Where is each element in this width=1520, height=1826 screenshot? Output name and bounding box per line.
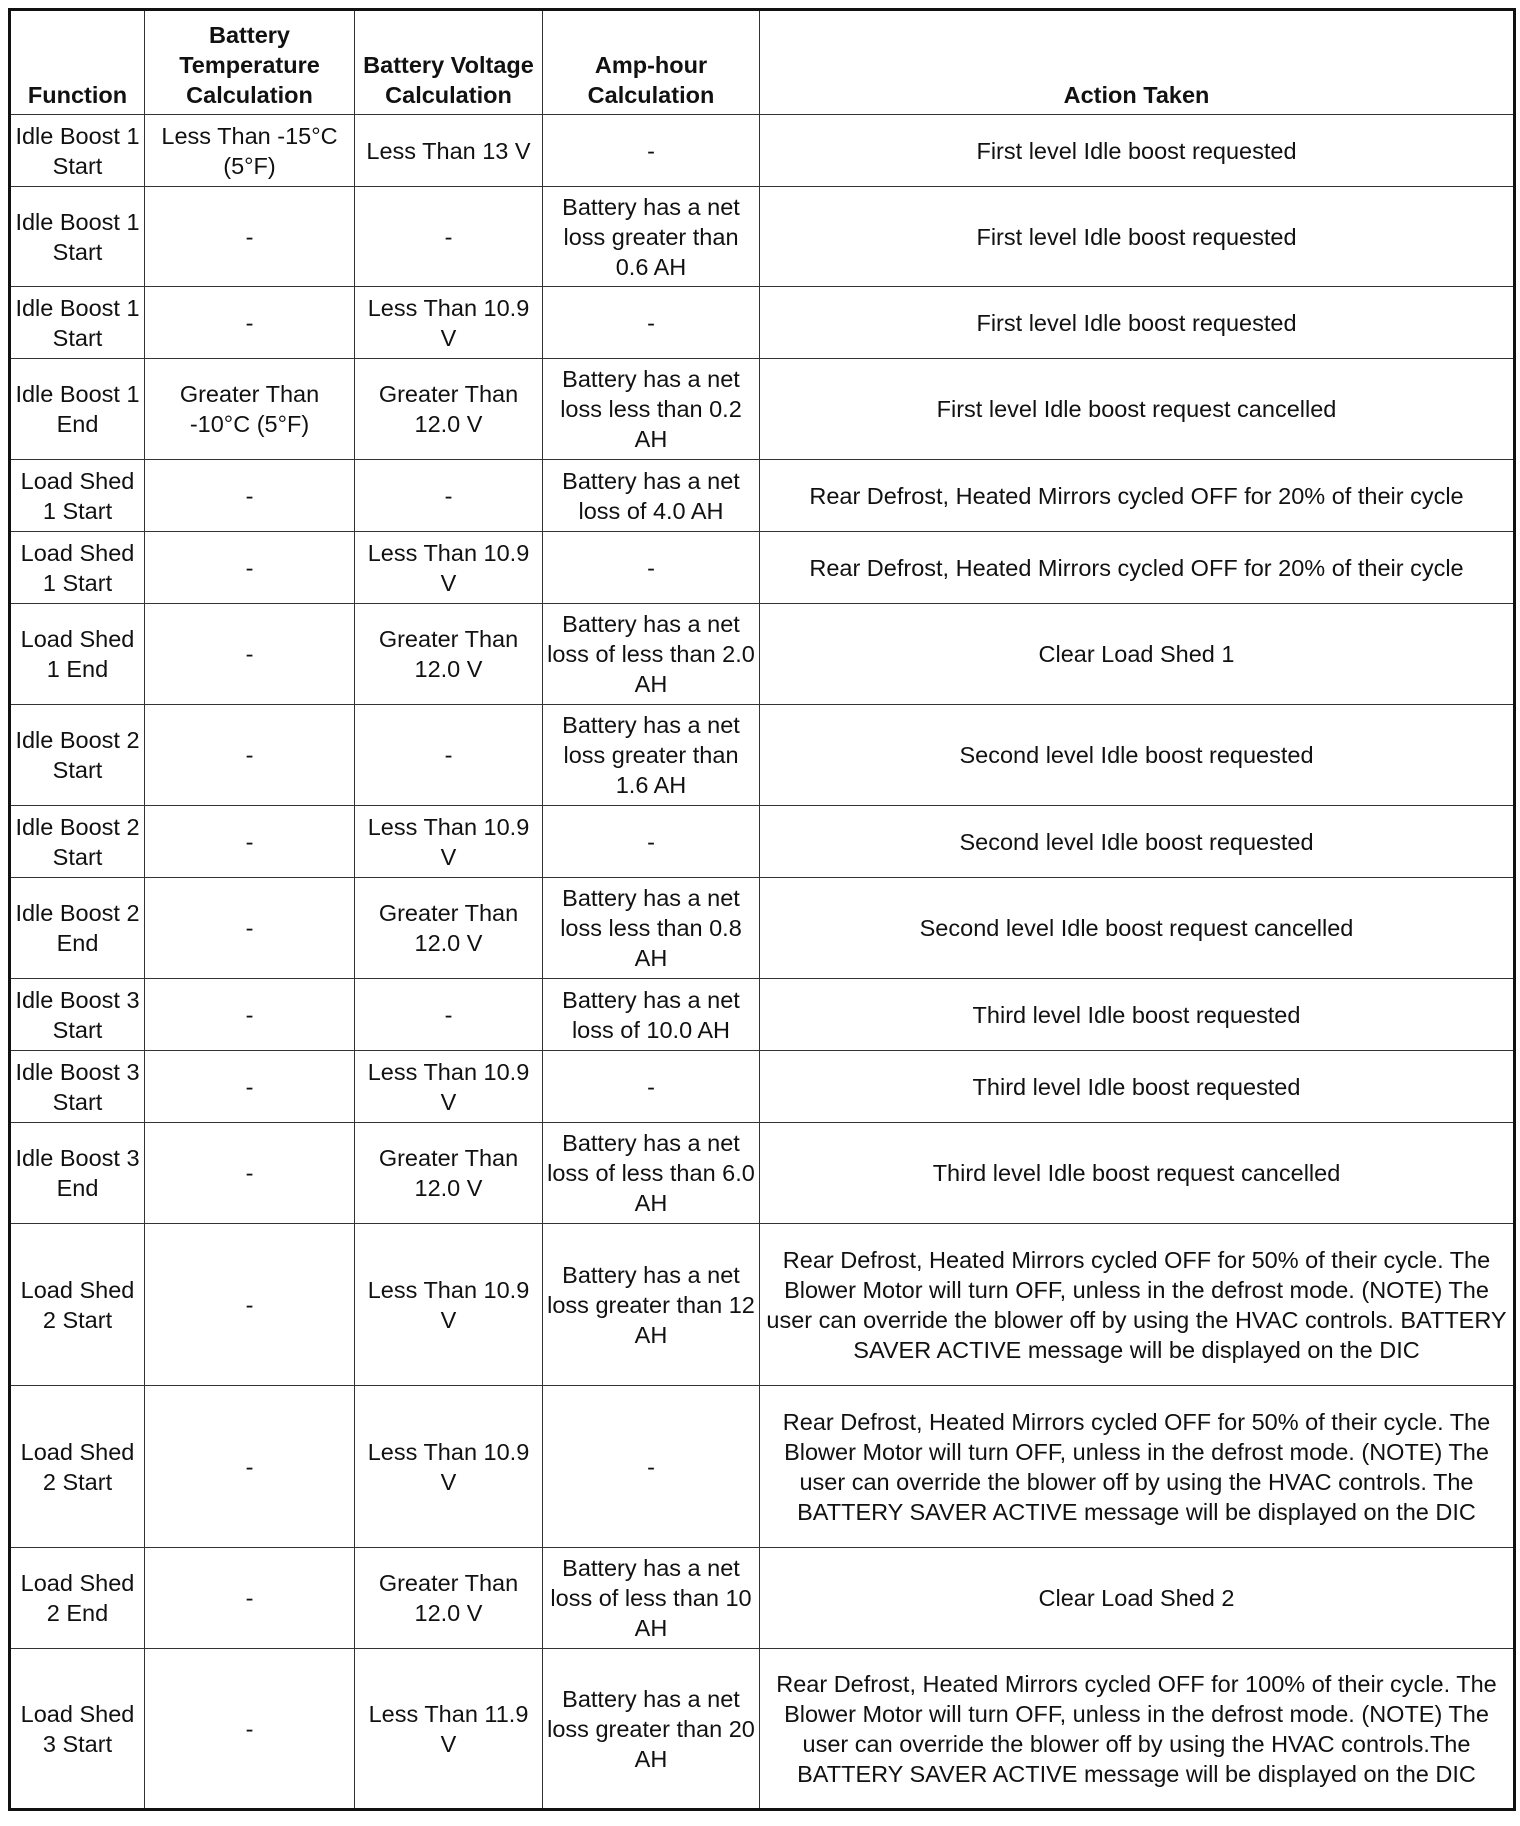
battery-temperature-cell: -	[145, 1051, 355, 1123]
battery-voltage-cell: Greater Than 12.0 V	[355, 878, 543, 979]
function-cell: Load Shed 1 Start	[10, 532, 145, 604]
battery-temperature-cell: -	[145, 604, 355, 705]
action-taken-cell: Clear Load Shed 2	[760, 1548, 1515, 1649]
function-cell: Load Shed 1 End	[10, 604, 145, 705]
amp-hour-cell: Battery has a net loss of 4.0 AH	[543, 460, 760, 532]
battery-voltage-cell: -	[355, 979, 543, 1051]
function-cell: Idle Boost 1 End	[10, 359, 145, 460]
action-taken-cell: Rear Defrost, Heated Mirrors cycled OFF for 50% of their cycle. The Blower Motor will turn OFF, unless in the defrost mode. (NOTE) The user can override the blower off by using the HVAC controls. The BATTERY SAVER ACTIVE message will be displayed on the DIC	[760, 1386, 1515, 1548]
table-row	[10, 1051, 1515, 1123]
battery-voltage-cell: Greater Than 12.0 V	[355, 1548, 543, 1649]
amp-hour-cell: Battery has a net loss greater than 20 AH	[543, 1649, 760, 1810]
function-cell: Load Shed 1 Start	[10, 460, 145, 532]
amp-hour-cell: -	[543, 1051, 760, 1123]
function-cell: Idle Boost 3 Start	[10, 979, 145, 1051]
action-taken-cell: Rear Defrost, Heated Mirrors cycled OFF for 20% of their cycle	[760, 532, 1515, 604]
battery-voltage-cell: Less Than 10.9 V	[355, 1051, 543, 1123]
amp-hour-cell: Battery has a net loss less than 0.8 AH	[543, 878, 760, 979]
battery-voltage-cell: Greater Than 12.0 V	[355, 1123, 543, 1224]
action-taken-cell: Rear Defrost, Heated Mirrors cycled OFF for 20% of their cycle	[760, 460, 1515, 532]
battery-temperature-cell: -	[145, 878, 355, 979]
battery-temperature-cell: -	[145, 1548, 355, 1649]
header-row	[10, 10, 1515, 115]
amp-hour-cell: Battery has a net loss greater than 1.6 AH	[543, 705, 760, 806]
battery-temperature-cell: Greater Than -10°C (5°F)	[145, 359, 355, 460]
amp-hour-cell: -	[543, 1386, 760, 1548]
table-row	[10, 1123, 1515, 1224]
action-taken-cell: Second level Idle boost request cancelled	[760, 878, 1515, 979]
battery-temperature-cell: -	[145, 1386, 355, 1548]
battery-voltage-cell: Greater Than 12.0 V	[355, 359, 543, 460]
function-cell: Idle Boost 2 End	[10, 878, 145, 979]
battery-temperature-cell: Less Than -15°C (5°F)	[145, 115, 355, 187]
amp-hour-cell: Battery has a net loss of less than 2.0 AH	[543, 604, 760, 705]
action-taken-cell: Second level Idle boost requested	[760, 705, 1515, 806]
function-cell: Load Shed 3 Start	[10, 1649, 145, 1810]
table-row	[10, 878, 1515, 979]
action-taken-cell: Third level Idle boost requested	[760, 979, 1515, 1051]
battery-temperature-cell: -	[145, 806, 355, 878]
function-cell: Load Shed 2 End	[10, 1548, 145, 1649]
table-row	[10, 806, 1515, 878]
amp-hour-cell: Battery has a net loss greater than 12 AH	[543, 1224, 760, 1386]
amp-hour-cell: Battery has a net loss greater than 0.6 AH	[543, 187, 760, 287]
action-taken-cell: First level Idle boost requested	[760, 115, 1515, 187]
table-row	[10, 705, 1515, 806]
header-action-taken: Action Taken	[760, 10, 1515, 115]
battery-temperature-cell: -	[145, 979, 355, 1051]
table-row	[10, 460, 1515, 532]
function-cell: Idle Boost 3 Start	[10, 1051, 145, 1123]
amp-hour-cell: Battery has a net loss of less than 10 AH	[543, 1548, 760, 1649]
table-body	[10, 115, 1515, 1810]
function-cell: Load Shed 2 Start	[10, 1224, 145, 1386]
table-row	[10, 1386, 1515, 1548]
battery-temperature-cell: -	[145, 187, 355, 287]
action-taken-cell: Clear Load Shed 1	[760, 604, 1515, 705]
amp-hour-cell: Battery has a net loss less than 0.2 AH	[543, 359, 760, 460]
amp-hour-cell: Battery has a net loss of less than 6.0 AH	[543, 1123, 760, 1224]
battery-temperature-cell: -	[145, 705, 355, 806]
action-taken-cell: Rear Defrost, Heated Mirrors cycled OFF for 50% of their cycle. The Blower Motor will turn OFF, unless in the defrost mode. (NOTE) The user can override the blower off by using the HVAC controls. BATTERY SAVER ACTIVE message will be displayed on the DIC	[760, 1224, 1515, 1386]
function-cell: Idle Boost 1 Start	[10, 187, 145, 287]
amp-hour-cell: -	[543, 115, 760, 187]
table-row	[10, 359, 1515, 460]
header-battery-temperature: Battery Temperature Calculation	[145, 10, 355, 115]
header-function: Function	[10, 10, 145, 115]
action-taken-cell: First level Idle boost requested	[760, 187, 1515, 287]
table-row	[10, 287, 1515, 359]
battery-voltage-cell: -	[355, 187, 543, 287]
battery-temperature-cell: -	[145, 1649, 355, 1810]
table-row	[10, 979, 1515, 1051]
function-cell: Load Shed 2 Start	[10, 1386, 145, 1548]
amp-hour-cell: -	[543, 806, 760, 878]
action-taken-cell: Third level Idle boost request cancelled	[760, 1123, 1515, 1224]
battery-voltage-cell: Less Than 10.9 V	[355, 532, 543, 604]
table-row	[10, 187, 1515, 287]
battery-voltage-cell: Less Than 10.9 V	[355, 806, 543, 878]
battery-temperature-cell: -	[145, 1224, 355, 1386]
table-row	[10, 604, 1515, 705]
amp-hour-cell: -	[543, 532, 760, 604]
function-cell: Idle Boost 1 Start	[10, 287, 145, 359]
function-cell: Idle Boost 3 End	[10, 1123, 145, 1224]
amp-hour-cell: -	[543, 287, 760, 359]
battery-voltage-cell: Less Than 10.9 V	[355, 287, 543, 359]
battery-temperature-cell: -	[145, 460, 355, 532]
battery-voltage-cell: -	[355, 460, 543, 532]
header-battery-voltage: Battery Voltage Calculation	[355, 10, 543, 115]
table-row	[10, 532, 1515, 604]
battery-temperature-cell: -	[145, 1123, 355, 1224]
table-row	[10, 115, 1515, 187]
table-row	[10, 1649, 1515, 1810]
battery-voltage-cell: Greater Than 12.0 V	[355, 604, 543, 705]
battery-function-table	[8, 8, 1516, 1811]
table-row	[10, 1548, 1515, 1649]
function-cell: Idle Boost 2 Start	[10, 705, 145, 806]
action-taken-cell: Second level Idle boost requested	[760, 806, 1515, 878]
battery-voltage-cell: Less Than 10.9 V	[355, 1224, 543, 1386]
action-taken-cell: Third level Idle boost requested	[760, 1051, 1515, 1123]
battery-voltage-cell: Less Than 11.9 V	[355, 1649, 543, 1810]
battery-temperature-cell: -	[145, 532, 355, 604]
battery-voltage-cell: -	[355, 705, 543, 806]
battery-voltage-cell: Less Than 10.9 V	[355, 1386, 543, 1548]
header-amp-hour: Amp-hour Calculation	[543, 10, 760, 115]
battery-voltage-cell: Less Than 13 V	[355, 115, 543, 187]
table-row	[10, 1224, 1515, 1386]
action-taken-cell: Rear Defrost, Heated Mirrors cycled OFF for 100% of their cycle. The Blower Motor will turn OFF, unless in the defrost mode. (NOTE) The user can override the blower off by using the HVAC controls.The BATTERY SAVER ACTIVE message will be displayed on the DIC	[760, 1649, 1515, 1810]
amp-hour-cell: Battery has a net loss of 10.0 AH	[543, 979, 760, 1051]
function-cell: Idle Boost 1 Start	[10, 115, 145, 187]
function-cell: Idle Boost 2 Start	[10, 806, 145, 878]
action-taken-cell: First level Idle boost requested	[760, 287, 1515, 359]
battery-temperature-cell: -	[145, 287, 355, 359]
action-taken-cell: First level Idle boost request cancelled	[760, 359, 1515, 460]
